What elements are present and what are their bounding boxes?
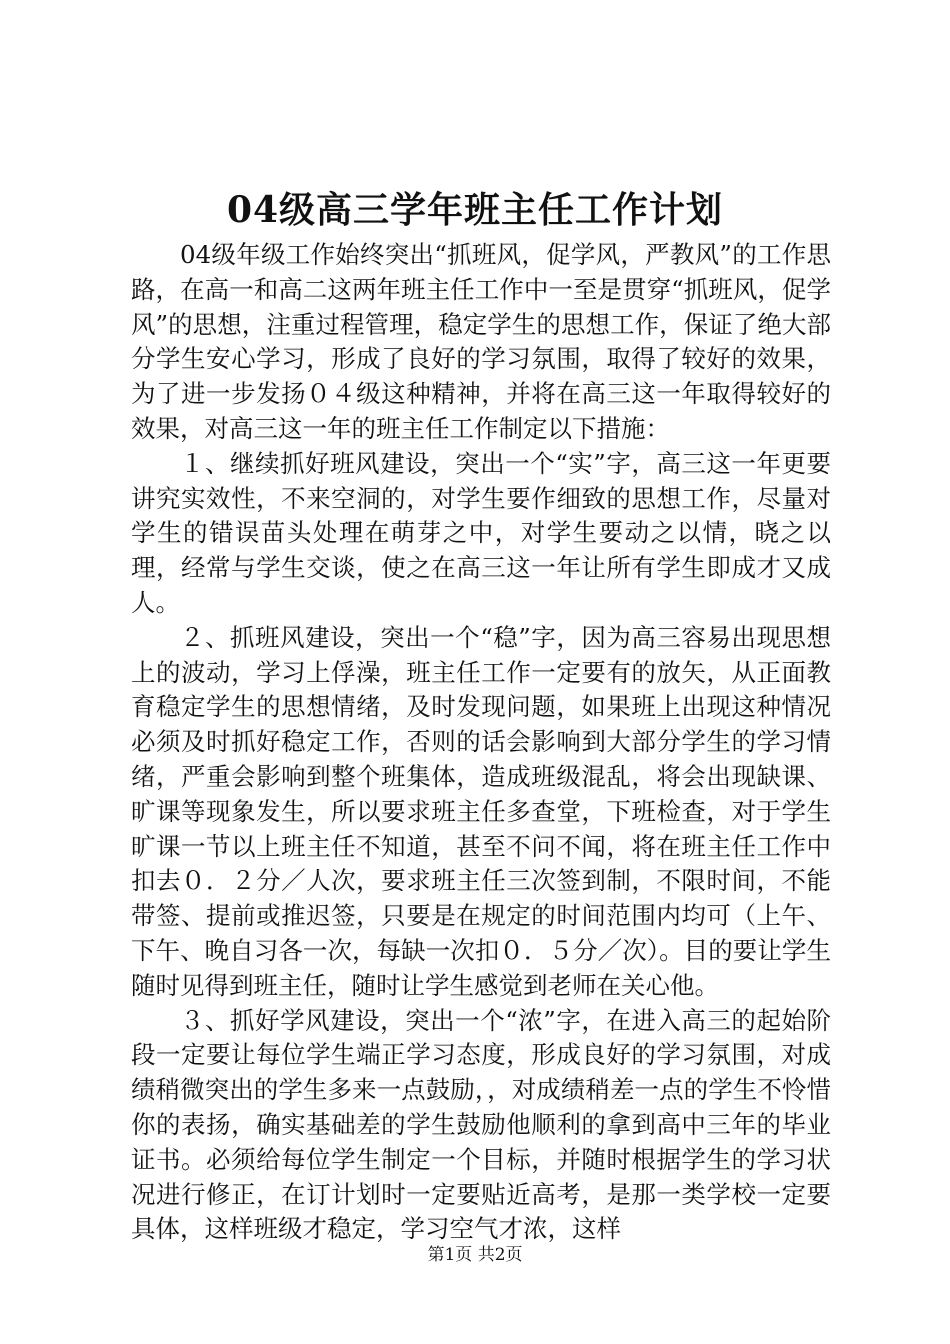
measure-3-paragraph: ３、抓好学风建设，突出一个“浓”字，在进入高三的起始阶段一定要让每位学生端正学习态度，形成良好的学习氛围，对成绩稍微突出的学生多来一点鼓励，，对成绩稍差一点的学生不怜惜你的表扬，确实基础差的学生鼓励他顺利的拿到高中三年的毕业证书。必须给每位学生制定一个目标，并随时根据学生的学习状况进行修正，在订计划时一定要贴近高考，是那一类学校一定要具体，这样班级才稳定，学习空气才浓，这样 bbox=[131, 1005, 831, 1244]
document-body bbox=[131, 238, 831, 1247]
measure-1-paragraph: １、继续抓好班风建设，突出一个“实”字，高三这一年更要讲究实效性，不来空洞的，对学生要作细致的思想工作，尽量对学生的错误苗头处理在萌芽之中，对学生要动之以情，晓之以理，经常与学生交谈，使之在高三这一年让所有学生即成才又成人。 bbox=[131, 448, 831, 617]
intro-paragraph: 04级年级工作始终突出“抓班风，促学风，严教风”的工作思路，在高一和高二这两年班主任工作中一至是贯穿“抓班风，促学风”的思想，注重过程管理，稳定学生的思想工作，保证了绝大部分学生安心学习，形成了良好的学习氛围，取得了较好的效果，为了进一步发扬０４级这种精神，并将在高三这一年取得较好的效果，对高三这一年的班主任工作制定以下措施： bbox=[131, 240, 831, 443]
page-footer: 第1页 共2页 bbox=[427, 1245, 523, 1265]
document-title: 04级高三学年班主任工作计划 bbox=[226, 189, 724, 231]
measure-2-paragraph: ２、抓班风建设，突出一个“稳”字，因为高三容易出现思想上的波动，学习上俘澡，班主任工作一定要有的放矢，从正面教育稳定学生的思想情绪，及时发现问题，如果班上出现这种情况必须及时抓好稳定工作，否则的话会影响到大部分学生的学习情绪，严重会影响到整个班集体，造成班级混乱，将会出现缺课、旷课等现象发生，所以要求班主任多查堂，下班检查，对于学生旷课一节以上班主任不知道，甚至不问不闻，将在班主任工作中扣去０．２分／人次，要求班主任三次签到制，不限时间，不能带签、提前或推迟签，只要是在规定的时间范围内均可（上午、下午、晚自习各一次，每缺一次扣０．５分／次）。目的要让学生随时见得到班主任，随时让学生感觉到老师在关心他。 bbox=[131, 622, 831, 1000]
